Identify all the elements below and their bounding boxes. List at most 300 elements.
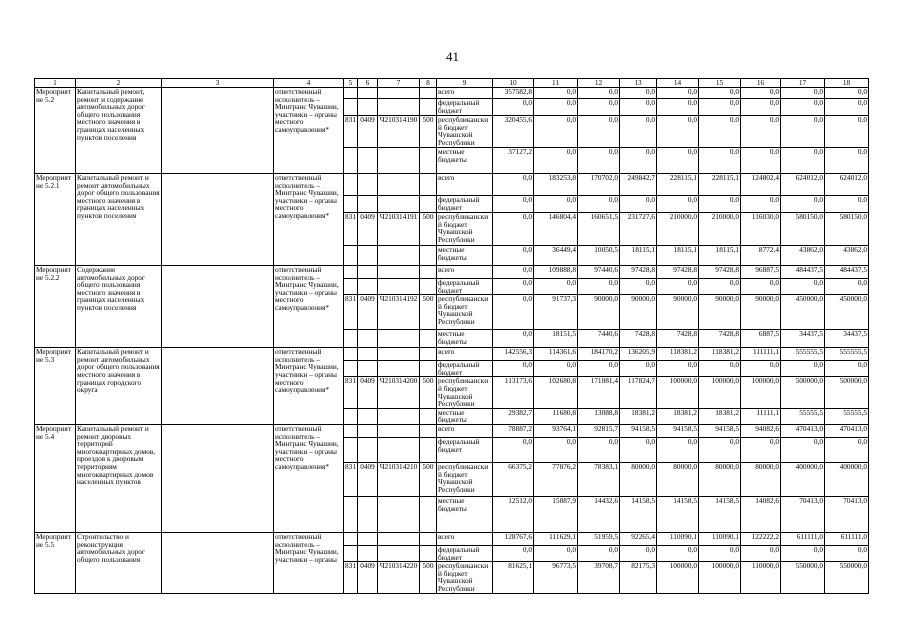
value-cell: 0,0 <box>534 279 578 295</box>
value-cell: 357582,8 <box>493 88 534 99</box>
value-cell: 80000,0 <box>699 462 741 496</box>
value-cell: 80000,0 <box>657 462 699 496</box>
value-cell: 10050,5 <box>578 246 620 266</box>
vr-code: 500 <box>420 462 437 496</box>
value-cell: 580150,0 <box>825 213 869 246</box>
empty-cell <box>378 279 420 295</box>
value-cell: 90000,0 <box>699 295 741 330</box>
executor: ответственный исполнитель – Минтранс Чувашии, участники – органы местного самоуправления* <box>274 174 344 266</box>
value-cell: 18151,5 <box>534 330 578 348</box>
empty-cell <box>344 496 358 532</box>
value-cell: 92815,7 <box>578 424 620 437</box>
empty-cell <box>162 532 274 593</box>
column-number: 13 <box>620 79 657 88</box>
value-cell: 15887,9 <box>534 496 578 532</box>
empty-cell <box>344 437 358 462</box>
funding-source: всего <box>437 88 493 99</box>
column-number: 4 <box>274 79 344 88</box>
column-number: 17 <box>781 79 825 88</box>
value-cell: 0,0 <box>657 148 699 174</box>
value-cell: 36449,4 <box>534 246 578 266</box>
value-cell: 484437,5 <box>781 266 825 279</box>
empty-cell <box>378 88 420 99</box>
empty-cell <box>162 174 274 266</box>
value-cell: 92265,4 <box>620 532 657 545</box>
funding-source: федеральный бюджет <box>437 99 493 116</box>
empty-cell <box>420 246 437 266</box>
empty-cell <box>378 361 420 377</box>
value-cell: 116030,0 <box>741 213 781 246</box>
value-cell: 0,0 <box>781 361 825 377</box>
table-row <box>35 174 869 196</box>
column-number: 1 <box>35 79 76 88</box>
rz-code: 0409 <box>358 295 378 330</box>
empty-cell <box>358 361 378 377</box>
column-number: 18 <box>825 79 869 88</box>
value-cell: 14082,6 <box>741 496 781 532</box>
measure-code: Мероприятие 5.2.1 <box>35 174 76 266</box>
funding-source: всего <box>437 532 493 545</box>
value-cell: 0,0 <box>493 174 534 196</box>
executor: ответственный исполнитель – Минтранс Чувашии, участники – органы <box>274 532 344 593</box>
measure-name: Капитальный ремонт и ремонт автомобильных дорог общего пользования местного значения в границах городского округа <box>76 348 162 425</box>
csr-code: Ч210314210 <box>378 462 420 496</box>
page-number: 41 <box>446 49 459 64</box>
empty-cell <box>378 545 420 561</box>
empty-cell <box>358 408 378 424</box>
value-cell: 228115,1 <box>699 174 741 196</box>
empty-cell <box>162 266 274 348</box>
value-cell: 183253,8 <box>534 174 578 196</box>
rz-code: 0409 <box>358 562 378 593</box>
value-cell: 0,0 <box>825 361 869 377</box>
value-cell: 0,0 <box>493 361 534 377</box>
empty-cell <box>358 174 378 196</box>
csr-code: Ч210314200 <box>378 377 420 408</box>
empty-cell <box>378 408 420 424</box>
value-cell: 184170,2 <box>578 348 620 361</box>
value-cell: 0,0 <box>493 196 534 213</box>
value-cell: 0,0 <box>620 361 657 377</box>
empty-cell <box>344 148 358 174</box>
column-number: 14 <box>657 79 699 88</box>
value-cell: 14158,5 <box>657 496 699 532</box>
empty-cell <box>344 246 358 266</box>
funding-source: всего <box>437 424 493 437</box>
measure-name: Капитальный ремонт и ремонт дворовых территорий многоквартирных домов, проездов к дворовым территориям многоквартирных домов населенных пунктов <box>76 424 162 532</box>
value-cell: 0,0 <box>657 545 699 561</box>
empty-cell <box>344 279 358 295</box>
value-cell: 111111,1 <box>741 348 781 361</box>
empty-cell <box>378 174 420 196</box>
funding-source: республиканский бюджет Чувашской Республики <box>437 116 493 148</box>
funding-source: местные бюджеты <box>437 408 493 424</box>
value-cell: 91737,3 <box>534 295 578 330</box>
value-cell: 0,0 <box>620 148 657 174</box>
value-cell: 0,0 <box>534 116 578 148</box>
funding-source: республиканский бюджет Чувашской Республики <box>437 213 493 246</box>
value-cell: 0,0 <box>534 88 578 99</box>
value-cell: 0,0 <box>620 545 657 561</box>
value-cell: 611111,0 <box>781 532 825 545</box>
value-cell: 11680,8 <box>534 408 578 424</box>
value-cell: 0,0 <box>699 545 741 561</box>
rz-code: 0409 <box>358 462 378 496</box>
empty-cell <box>358 545 378 561</box>
value-cell: 0,0 <box>578 196 620 213</box>
empty-cell <box>358 88 378 99</box>
vr-code: 500 <box>420 562 437 593</box>
funding-source: федеральный бюджет <box>437 196 493 213</box>
value-cell: 0,0 <box>781 196 825 213</box>
value-cell: 0,0 <box>534 361 578 377</box>
empty-cell <box>358 437 378 462</box>
funding-source: всего <box>437 266 493 279</box>
empty-cell <box>378 496 420 532</box>
value-cell: 80000,0 <box>620 462 657 496</box>
measure-name: Капитальный ремонт и ремонт автомобильных дорог общего пользования местного значения в границах населенных пунктов поселения <box>76 174 162 266</box>
empty-cell <box>378 437 420 462</box>
value-cell: 77876,2 <box>534 462 578 496</box>
value-cell: 94158,5 <box>699 424 741 437</box>
value-cell: 13088,8 <box>578 408 620 424</box>
value-cell: 0,0 <box>781 148 825 174</box>
value-cell: 0,0 <box>741 116 781 148</box>
empty-cell <box>344 330 358 348</box>
value-cell: 0,0 <box>534 196 578 213</box>
executor: ответственный исполнитель – Минтранс Чувашии, участники – органы местного самоуправления* <box>274 424 344 532</box>
value-cell: 142556,3 <box>493 348 534 361</box>
vr-code: 500 <box>420 295 437 330</box>
value-cell: 231727,6 <box>620 213 657 246</box>
value-cell: 0,0 <box>578 116 620 148</box>
value-cell: 18115,1 <box>699 246 741 266</box>
value-cell: 70413,0 <box>825 496 869 532</box>
empty-cell <box>344 174 358 196</box>
empty-cell <box>420 266 437 279</box>
rz-code: 0409 <box>358 116 378 148</box>
empty-cell <box>344 545 358 561</box>
empty-cell <box>420 361 437 377</box>
executor: ответственный исполнитель – Минтранс Чувашии, участники – органы местного самоуправления* <box>274 88 344 174</box>
value-cell: 0,0 <box>699 437 741 462</box>
value-cell: 29382,7 <box>493 408 534 424</box>
value-cell: 114361,6 <box>534 348 578 361</box>
empty-cell <box>344 408 358 424</box>
column-number: 10 <box>493 79 534 88</box>
empty-cell <box>378 196 420 213</box>
vr-code: 500 <box>420 377 437 408</box>
value-cell: 0,0 <box>741 148 781 174</box>
value-cell: 0,0 <box>825 437 869 462</box>
value-cell: 81625,1 <box>493 562 534 593</box>
empty-cell <box>344 361 358 377</box>
value-cell: 100000,0 <box>699 377 741 408</box>
value-cell: 0,0 <box>493 99 534 116</box>
column-number: 8 <box>420 79 437 88</box>
value-cell: 118381,2 <box>699 348 741 361</box>
value-cell: 0,0 <box>657 279 699 295</box>
value-cell: 0,0 <box>699 279 741 295</box>
empty-cell <box>420 330 437 348</box>
column-number: 7 <box>378 79 420 88</box>
value-cell: 0,0 <box>620 437 657 462</box>
value-cell: 0,0 <box>493 545 534 561</box>
value-cell: 0,0 <box>578 545 620 561</box>
value-cell: 118381,2 <box>657 348 699 361</box>
value-cell: 400000,0 <box>781 462 825 496</box>
value-cell: 320455,6 <box>493 116 534 148</box>
value-cell: 0,0 <box>741 361 781 377</box>
value-cell: 110000,0 <box>741 562 781 593</box>
column-number-row <box>35 79 869 88</box>
value-cell: 6887,5 <box>741 330 781 348</box>
column-number: 12 <box>578 79 620 88</box>
rz-code: 0409 <box>358 377 378 408</box>
value-cell: 18381,2 <box>699 408 741 424</box>
value-cell: 611111,0 <box>825 532 869 545</box>
empty-cell <box>358 148 378 174</box>
funding-source: местные бюджеты <box>437 246 493 266</box>
value-cell: 0,0 <box>741 279 781 295</box>
value-cell: 0,0 <box>657 361 699 377</box>
value-cell: 14432,6 <box>578 496 620 532</box>
executor: ответственный исполнитель – Минтранс Чувашии, участники – органы местного самоуправления* <box>274 348 344 425</box>
value-cell: 0,0 <box>493 246 534 266</box>
value-cell: 34437,5 <box>781 330 825 348</box>
value-cell: 555555,5 <box>825 348 869 361</box>
value-cell: 0,0 <box>493 437 534 462</box>
value-cell: 0,0 <box>620 116 657 148</box>
value-cell: 0,0 <box>781 279 825 295</box>
value-cell: 160651,5 <box>578 213 620 246</box>
value-cell: 0,0 <box>699 361 741 377</box>
grbs-code: 831 <box>344 116 358 148</box>
empty-cell <box>420 148 437 174</box>
value-cell: 55555,5 <box>781 408 825 424</box>
funding-source: федеральный бюджет <box>437 437 493 462</box>
grbs-code: 831 <box>344 377 358 408</box>
value-cell: 146804,4 <box>534 213 578 246</box>
value-cell: 113173,6 <box>493 377 534 408</box>
empty-cell <box>420 545 437 561</box>
funding-source: республиканский бюджет Чувашской Республики <box>437 462 493 496</box>
value-cell: 470413,0 <box>825 424 869 437</box>
value-cell: 0,0 <box>741 99 781 116</box>
value-cell: 400000,0 <box>825 462 869 496</box>
value-cell: 110090,1 <box>657 532 699 545</box>
funding-source: федеральный бюджет <box>437 279 493 295</box>
value-cell: 0,0 <box>578 88 620 99</box>
value-cell: 0,0 <box>534 437 578 462</box>
value-cell: 0,0 <box>699 99 741 116</box>
empty-cell <box>378 148 420 174</box>
empty-cell <box>420 532 437 545</box>
value-cell: 0,0 <box>781 116 825 148</box>
value-cell: 550000,0 <box>825 562 869 593</box>
vr-code: 500 <box>420 116 437 148</box>
value-cell: 55555,5 <box>825 408 869 424</box>
vr-code: 500 <box>420 213 437 246</box>
value-cell: 249842,7 <box>620 174 657 196</box>
value-cell: 0,0 <box>534 99 578 116</box>
funding-source: местные бюджеты <box>437 496 493 532</box>
measure-name: Содержание автомобильных дорог общего пользования местного значения в границах населенных пунктов поселения <box>76 266 162 348</box>
value-cell: 78383,1 <box>578 462 620 496</box>
value-cell: 18115,1 <box>657 246 699 266</box>
empty-cell <box>344 348 358 361</box>
value-cell: 0,0 <box>825 196 869 213</box>
funding-source: республиканский бюджет Чувашской Республики <box>437 377 493 408</box>
empty-cell <box>358 279 378 295</box>
value-cell: 90000,0 <box>620 295 657 330</box>
empty-cell <box>344 196 358 213</box>
value-cell: 0,0 <box>534 148 578 174</box>
empty-cell <box>420 88 437 99</box>
measure-name: Строительство и реконструкция автомобильных дорог общего пользования <box>76 532 162 593</box>
value-cell: 100000,0 <box>657 562 699 593</box>
empty-cell <box>344 266 358 279</box>
value-cell: 39708,7 <box>578 562 620 593</box>
executor: ответственный исполнитель – Минтранс Чувашии, участники – органы местного самоуправления* <box>274 266 344 348</box>
column-number: 6 <box>358 79 378 88</box>
empty-cell <box>358 496 378 532</box>
column-number: 16 <box>741 79 781 88</box>
value-cell: 0,0 <box>741 545 781 561</box>
column-number: 2 <box>76 79 162 88</box>
value-cell: 0,0 <box>657 437 699 462</box>
value-cell: 37127,2 <box>493 148 534 174</box>
value-cell: 100000,0 <box>741 377 781 408</box>
value-cell: 624012,0 <box>781 174 825 196</box>
value-cell: 0,0 <box>578 279 620 295</box>
value-cell: 43862,0 <box>825 246 869 266</box>
value-cell: 550000,0 <box>781 562 825 593</box>
value-cell: 117824,7 <box>620 377 657 408</box>
value-cell: 14158,5 <box>620 496 657 532</box>
value-cell: 0,0 <box>578 361 620 377</box>
grbs-code: 831 <box>344 462 358 496</box>
funding-source: всего <box>437 348 493 361</box>
funding-source: республиканский бюджет Чувашской Республики <box>437 295 493 330</box>
value-cell: 94158,5 <box>620 424 657 437</box>
table-row <box>35 424 869 437</box>
value-cell: 0,0 <box>657 88 699 99</box>
table-row <box>35 266 869 279</box>
value-cell: 0,0 <box>534 545 578 561</box>
value-cell: 450000,0 <box>825 295 869 330</box>
value-cell: 450000,0 <box>781 295 825 330</box>
value-cell: 70413,0 <box>781 496 825 532</box>
value-cell: 0,0 <box>620 99 657 116</box>
grbs-code: 831 <box>344 562 358 593</box>
empty-cell <box>378 532 420 545</box>
empty-cell <box>358 196 378 213</box>
value-cell: 555555,5 <box>781 348 825 361</box>
value-cell: 228115,1 <box>657 174 699 196</box>
value-cell: 97428,8 <box>620 266 657 279</box>
value-cell: 0,0 <box>578 148 620 174</box>
grbs-code: 831 <box>344 295 358 330</box>
empty-cell <box>378 348 420 361</box>
value-cell: 51959,5 <box>578 532 620 545</box>
value-cell: 8772,4 <box>741 246 781 266</box>
value-cell: 0,0 <box>741 437 781 462</box>
empty-cell <box>358 348 378 361</box>
funding-source: всего <box>437 174 493 196</box>
program-measures-table <box>34 78 869 594</box>
value-cell: 122222,2 <box>741 532 781 545</box>
table-row <box>35 88 869 99</box>
empty-cell <box>420 279 437 295</box>
value-cell: 128767,6 <box>493 532 534 545</box>
empty-cell <box>358 424 378 437</box>
column-number: 5 <box>344 79 358 88</box>
empty-cell <box>378 246 420 266</box>
value-cell: 0,0 <box>825 148 869 174</box>
value-cell: 93764,1 <box>534 424 578 437</box>
value-cell: 0,0 <box>493 213 534 246</box>
value-cell: 0,0 <box>493 279 534 295</box>
grbs-code: 831 <box>344 213 358 246</box>
empty-cell <box>162 348 274 425</box>
empty-cell <box>358 246 378 266</box>
value-cell: 0,0 <box>578 437 620 462</box>
empty-cell <box>420 408 437 424</box>
csr-code: Ч210314220 <box>378 562 420 593</box>
empty-cell <box>162 424 274 532</box>
value-cell: 0,0 <box>699 116 741 148</box>
value-cell: 100000,0 <box>657 377 699 408</box>
table-body <box>35 88 869 594</box>
value-cell: 0,0 <box>825 545 869 561</box>
value-cell: 7440,6 <box>578 330 620 348</box>
funding-source: местные бюджеты <box>437 330 493 348</box>
value-cell: 90000,0 <box>741 295 781 330</box>
empty-cell <box>420 196 437 213</box>
value-cell: 0,0 <box>657 116 699 148</box>
value-cell: 43862,0 <box>781 246 825 266</box>
empty-cell <box>358 266 378 279</box>
value-cell: 0,0 <box>781 99 825 116</box>
empty-cell <box>344 424 358 437</box>
value-cell: 90000,0 <box>578 295 620 330</box>
value-cell: 97428,8 <box>699 266 741 279</box>
value-cell: 136205,9 <box>620 348 657 361</box>
value-cell: 0,0 <box>699 88 741 99</box>
value-cell: 96887,5 <box>741 266 781 279</box>
value-cell: 14158,5 <box>699 496 741 532</box>
csr-code: Ч210314191 <box>378 213 420 246</box>
value-cell: 0,0 <box>578 99 620 116</box>
column-number: 3 <box>162 79 274 88</box>
value-cell: 0,0 <box>825 88 869 99</box>
value-cell: 82175,3 <box>620 562 657 593</box>
empty-cell <box>420 348 437 361</box>
value-cell: 110090,1 <box>699 532 741 545</box>
column-number: 9 <box>437 79 493 88</box>
measure-code: Мероприятие 5.4 <box>35 424 76 532</box>
measure-name: Капитальный ремонт, ремонт и содержание автомобильных дорог общего пользования местного значения в границах населенных пунктов поселения <box>76 88 162 174</box>
value-cell: 0,0 <box>620 88 657 99</box>
value-cell: 0,0 <box>657 196 699 213</box>
value-cell: 0,0 <box>825 99 869 116</box>
csr-code: Ч210314190 <box>378 116 420 148</box>
value-cell: 111629,1 <box>534 532 578 545</box>
value-cell: 0,0 <box>620 279 657 295</box>
csr-code: Ч210314192 <box>378 295 420 330</box>
value-cell: 18115,1 <box>620 246 657 266</box>
